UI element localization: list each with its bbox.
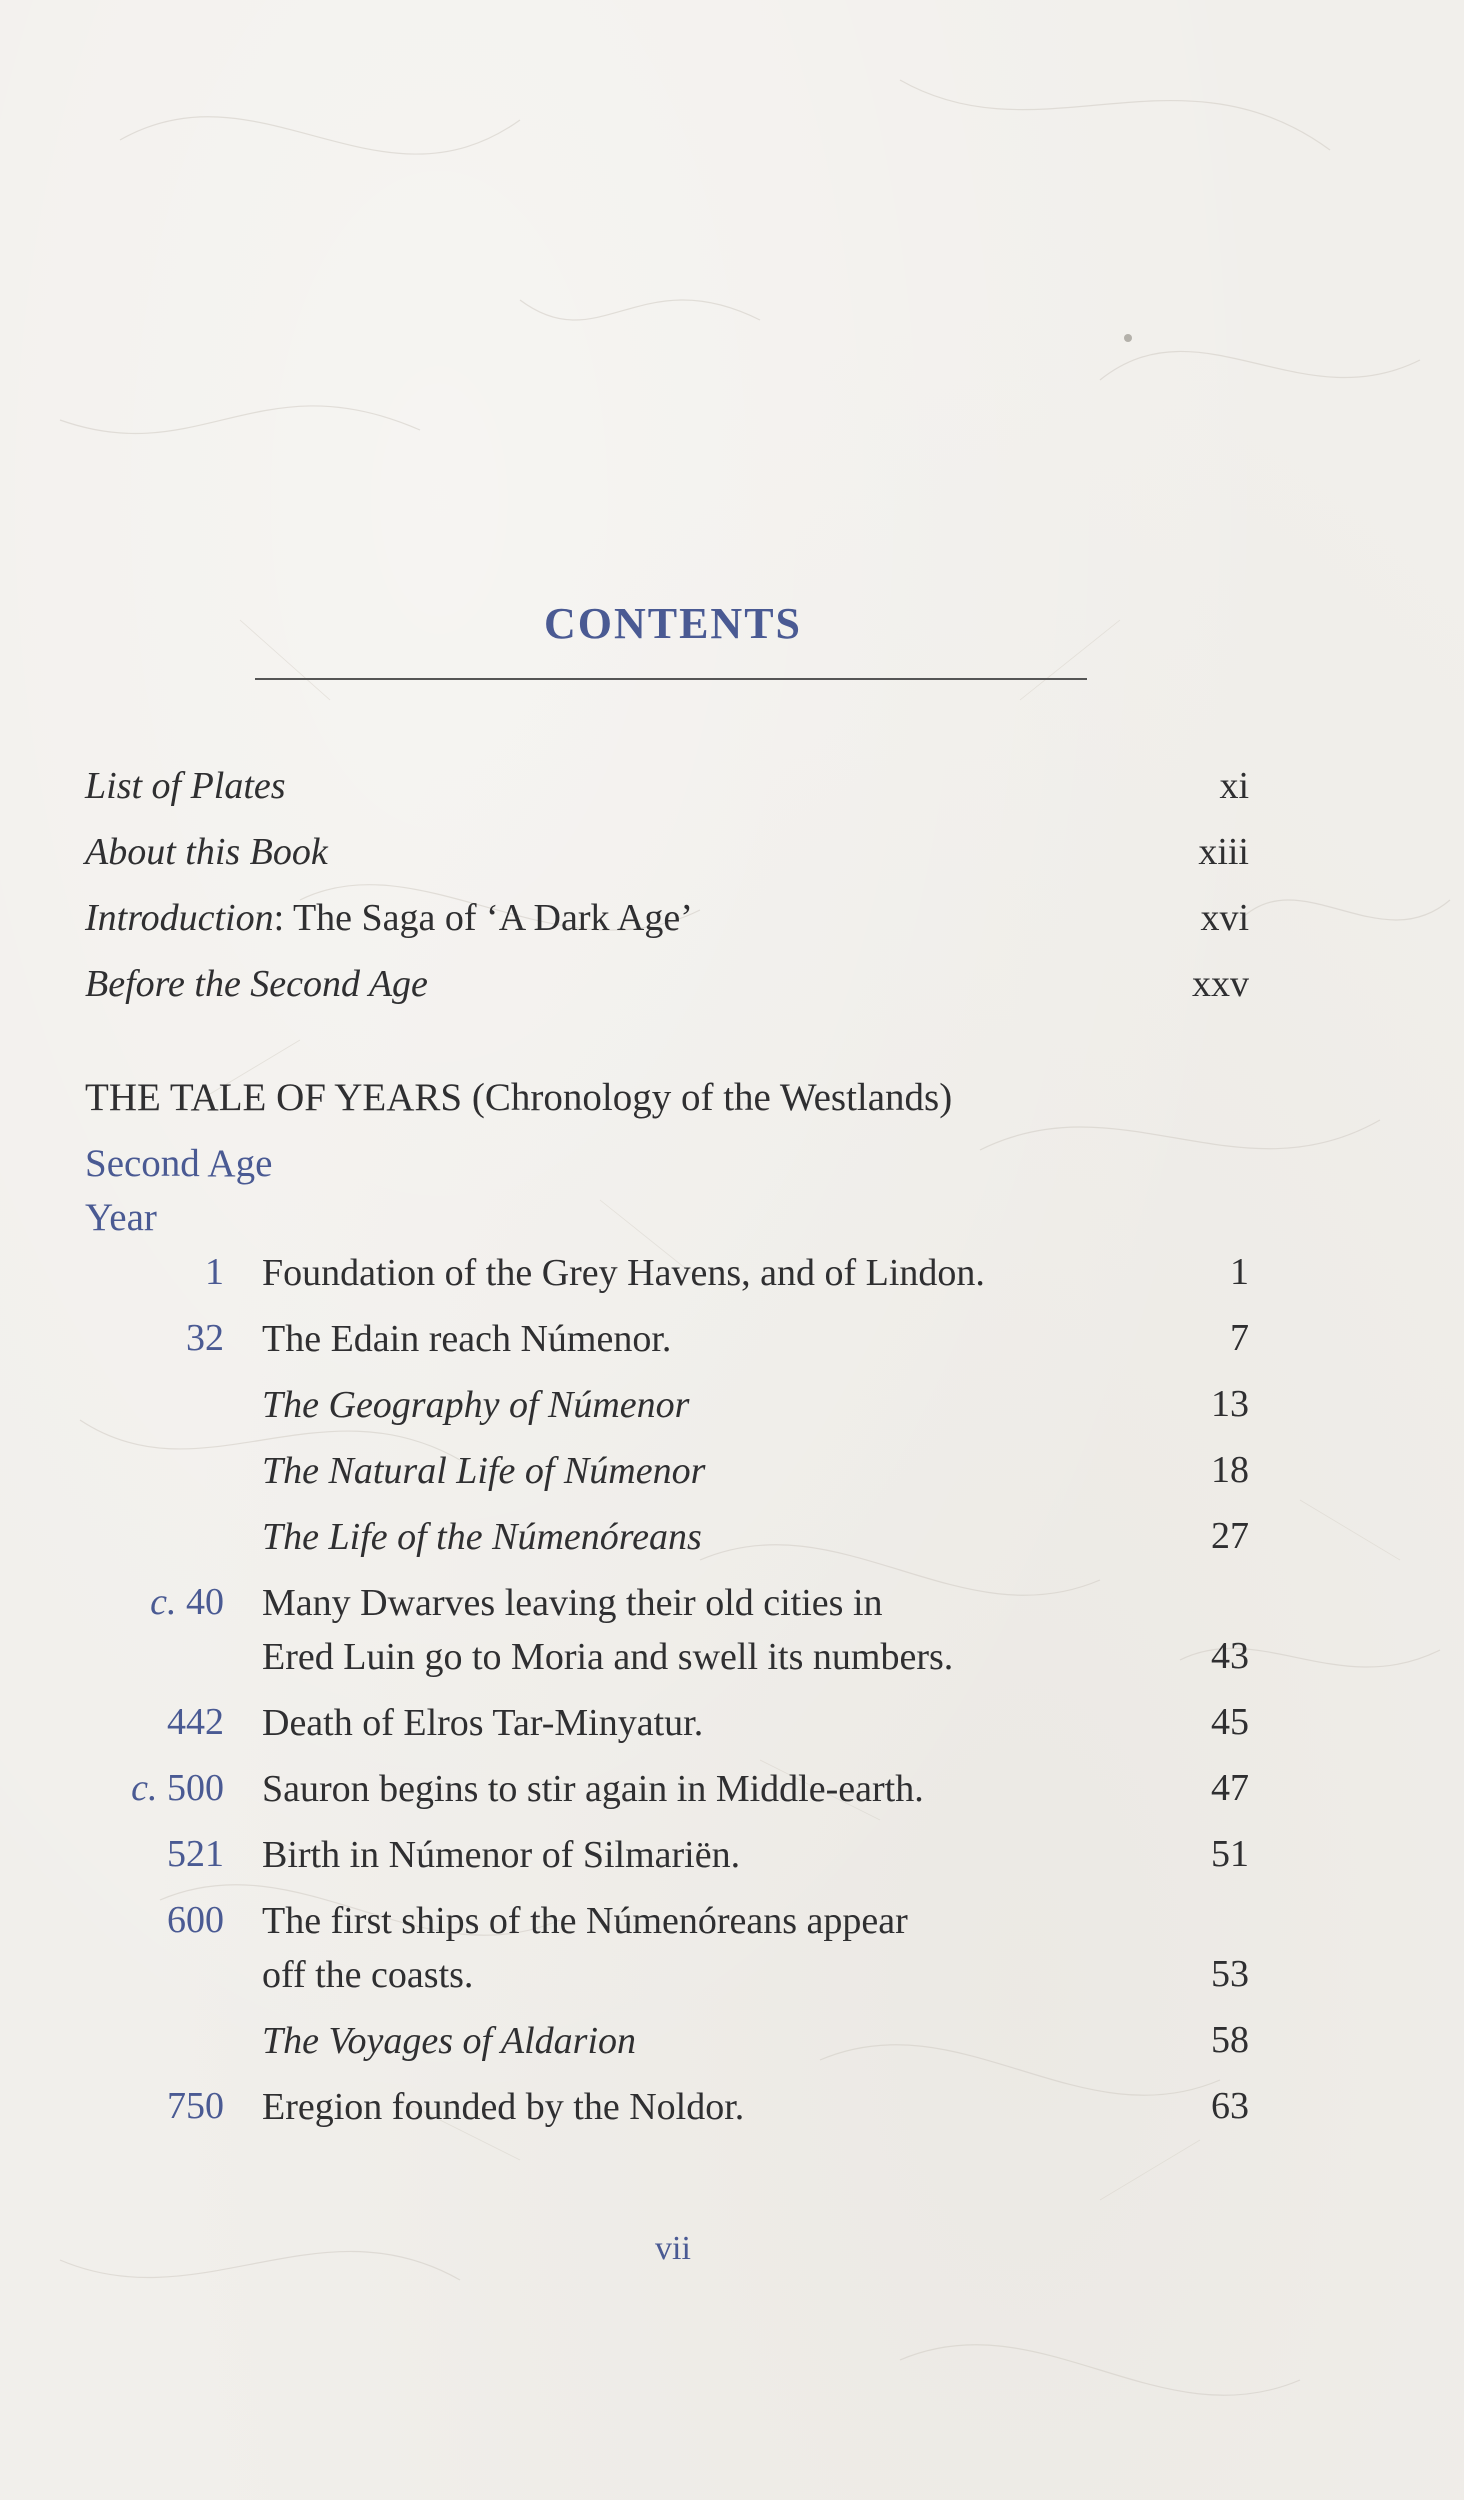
title-divider [255,678,1087,680]
entry-year [186,1312,224,1364]
year-number: 521 [167,1833,224,1875]
front-matter-title: Introduction [85,897,274,939]
front-matter-title: About this Book [85,831,328,873]
front-matter-page-number: xi [1219,765,1249,807]
section-heading-subtitle: (Chronology of the Westlands) [471,1076,953,1119]
entry-text: Many Dwarves leaving their old cities in [262,1582,883,1624]
circa-prefix: c. [150,1581,186,1623]
front-matter-page-number: xxv [1192,963,1249,1005]
section-heading [85,1072,952,1124]
entry-text: Sauron begins to stir again in Middle-earth. [262,1768,924,1810]
page-folio: vii [655,2230,691,2267]
entry-page-number: 7 [1230,1317,1249,1359]
year-number: 600 [167,1899,224,1941]
entry-page-number: 47 [1211,1767,1249,1809]
entry-year [167,1696,224,1748]
entry-text: off the coasts. [262,1954,474,1996]
circa-prefix: c. [131,1767,167,1809]
entry-page-number: 45 [1211,1701,1249,1743]
front-matter-subtitle: : The Saga of ‘A Dark Age’ [273,897,693,939]
entry-year [150,1576,224,1628]
entry-year [131,1762,224,1814]
chapter-title: The Geography of Númenor [262,1384,690,1426]
entry-page-number: 18 [1211,1449,1249,1491]
age-heading: Second Age [85,1142,273,1185]
entry-page-number: 53 [1211,1953,1249,1995]
year-number: 1 [205,1251,224,1293]
entry-page-number: 43 [1211,1635,1249,1677]
year-number: 500 [167,1767,224,1809]
front-matter-page-number: xvi [1200,897,1249,939]
entry-page-number: 27 [1211,1515,1249,1557]
front-matter-title: Before the Second Age [85,963,428,1005]
entry-text: The first ships of the Númenóreans appear [262,1900,908,1942]
entry-page-number: 63 [1211,2085,1249,2127]
front-matter-item [85,892,693,944]
year-number: 40 [186,1581,224,1623]
year-number: 442 [167,1701,224,1743]
chapter-title: The Life of the Númenóreans [262,1516,702,1558]
entry-year [205,1246,224,1298]
year-number: 750 [167,2085,224,2127]
front-matter-item [85,760,286,812]
section-heading-caps: THE TALE OF YEARS [85,1076,463,1119]
year-number: 32 [186,1317,224,1359]
page-title: CONTENTS [543,599,803,648]
front-matter-page-number: xiii [1198,831,1249,873]
entry-text: Ered Luin go to Moria and swell its numbers. [262,1636,954,1678]
entry-year [167,1828,224,1880]
entry-page-number: 13 [1211,1383,1249,1425]
entry-year [167,1894,224,1946]
entry-year [167,2080,224,2132]
entry-text: Foundation of the Grey Havens, and of Lindon. [262,1252,985,1294]
chapter-title: The Natural Life of Númenor [262,1450,706,1492]
chapter-title: The Voyages of Aldarion [262,2020,637,2062]
entry-text: Death of Elros Tar-Minyatur. [262,1702,704,1744]
front-matter-item [85,826,328,878]
entry-page-number: 1 [1230,1251,1249,1293]
entry-page-number: 58 [1211,2019,1249,2061]
entry-page-number: 51 [1211,1833,1249,1875]
entry-text: The Edain reach Númenor. [262,1318,672,1360]
year-column-label: Year [85,1196,157,1239]
front-matter-item [85,958,428,1010]
entry-text: Birth in Númenor of Silmariën. [262,1834,741,1876]
front-matter-title: List of Plates [85,765,286,807]
entry-text: Eregion founded by the Noldor. [262,2086,745,2128]
